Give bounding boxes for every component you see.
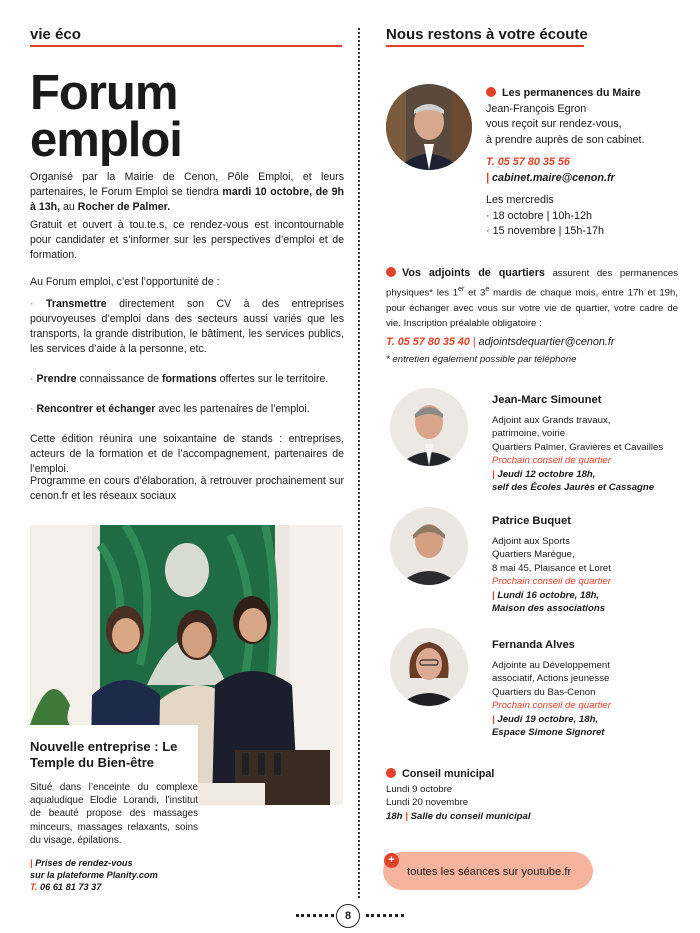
red-dot-icon [386, 267, 396, 277]
title-line-1: Forum [30, 66, 178, 120]
bullet-transmettre: · Transmettre directement son CV à des entreprises pourvoyeuses d’emploi dans des secteurs aussi variés que les transports, la grande distribution, le bâtiment, les services publics, les services d’aide à la personne, etc. [30, 298, 344, 355]
title-line-2: emploi [30, 113, 182, 167]
intro-paragraph: Organisé par la Mairie de Cenon, Pôle Emploi, et leurs partenaires, le Forum Emploi se tiendra mardi 10 octobre, de 9h à 13h, au Rocher de Palmer. [30, 171, 345, 213]
footer-dots-left [296, 914, 334, 917]
red-dot-icon [386, 768, 396, 778]
free-paragraph: Gratuit et ouvert à tou.te.s, ce rendez-vous est incontournable pour candidater et s’informer sur les perspectives d’emploi et de formation. [30, 219, 344, 261]
adjoint-photo-buquet [390, 507, 468, 585]
separator-bar: | [405, 810, 408, 822]
adjoint-card-alves: Fernanda Alves Adjointe au Développement associatif, Actions jeunesse Quartiers du Bas-Cenon Prochain conseil de quartier | Jeudi 19 octobre, 18h, Espace Simone Signoret [492, 639, 611, 738]
page-title [30, 66, 182, 167]
adjoint-card-simounet: Jean-Marc Simounet Adjoint aux Grands travaux, patrimoine, voirie Quartiers Palmer, Gravières et Cavailles Prochain conseil de quartier | Jeudi 12 octobre 18h, self des Écoles Jaurès et Cassagne [492, 394, 664, 493]
separator-bar: | [30, 858, 36, 869]
red-dot-icon [486, 87, 496, 97]
photo-caption [30, 725, 198, 893]
separator-bar: | [492, 713, 498, 725]
bullet-prendre: · Prendre connaissance de formations offertes sur le territoire. [30, 373, 329, 385]
caption-footer: | Prises de rendez-vous sur la plateforme Planity.com T. 06 61 81 73 37 [30, 858, 158, 893]
adjoints-phone[interactable]: 05 57 80 35 40 [397, 336, 470, 348]
bullet-rencontrer: · Rencontrer et échanger avec les partenaires de l’emploi. [30, 403, 310, 415]
mayor-email[interactable]: cabinet.maire@cenon.fr [492, 171, 615, 184]
section-underline [30, 45, 342, 47]
separator-bar: | [492, 589, 498, 601]
adjoint-photo-simounet [390, 388, 468, 466]
programme-paragraph: Programme en cours d’élaboration, à retrouver prochainement sur cenon.fr et les réseaux sociaux [30, 475, 344, 502]
caption-body: Situé dans l’enceinte du complexe aqualudique Elodie Lorandi, l’institut de beauté propose des massages minceurs, massages relaxants, soins du visage, épilations. [30, 782, 198, 846]
adjoints-email[interactable]: adjointsdequartier@cenon.fr [478, 336, 615, 348]
adjoints-note: * entretien également possible par téléphone [386, 354, 577, 365]
mayor-phone[interactable]: 05 57 80 35 56 [497, 156, 570, 168]
bullet-marker: · [30, 373, 37, 385]
right-section-underline [386, 45, 584, 47]
separator-bar: | [472, 336, 476, 348]
separator-bar: | [492, 468, 498, 480]
caption-phone[interactable]: 06 61 81 73 37 [40, 882, 102, 893]
column-divider [358, 28, 360, 898]
opportunity-paragraph: Au Forum emploi, c’est l’opportunité de : [30, 276, 220, 288]
section-label: vie éco [30, 26, 81, 43]
mayor-block: Les permanences du Maire Jean-François Egron vous reçoit sur rendez-vous, à prendre auprès de son cabinet. T. 05 57 80 35 56 | cabinet.maire@cenon.fr Les mercredis · 18 octobre | 10h-12h · 15 novembre | 15h-17h [486, 87, 645, 237]
bullet-marker: · [30, 403, 37, 415]
caption-title: Nouvelle entreprise : Le Temple du Bien-être [30, 739, 178, 770]
plus-icon: + [384, 853, 399, 868]
adjoints-contact: T. 05 57 80 35 40 | adjointsdequartier@cenon.fr [386, 336, 615, 348]
footer-dots-right [366, 914, 404, 917]
youtube-link-label[interactable]: toutes les séances sur youtube.fr [407, 866, 572, 878]
conseil-block: Conseil municipal Lundi 9 octobre Lundi 20 novembre 18h | Salle du conseil municipal [386, 768, 531, 822]
mayor-photo [386, 84, 472, 170]
adjoint-card-buquet: Patrice Buquet Adjoint aux Sports Quartiers Marègue, 8 mai 45, Plaisance et Loret Prochain conseil de quartier | Lundi 16 octobre, 18h, Maison des associations [492, 515, 611, 614]
separator-bar: | [486, 171, 493, 184]
page-number: 8 [336, 904, 360, 928]
right-section-title: Nous restons à votre écoute [386, 26, 588, 43]
adjoints-block: Vos adjoints de quartiers assurent des permanences physiques* les 1er et 3e mardis de chaque mois, entre 17h et 19h, pour échanger avec vous sur votre vie de quartier, votre cadre de vie. Inscription préalable obligatoire : [386, 267, 678, 330]
bullet-marker: · [30, 298, 46, 310]
adjoint-photo-alves [390, 628, 468, 706]
stands-paragraph: Cette édition réunira une soixantaine de stands : entreprises, acteurs de la formation et de l’accompagnement, partenaires de l’emploi. [30, 433, 344, 475]
